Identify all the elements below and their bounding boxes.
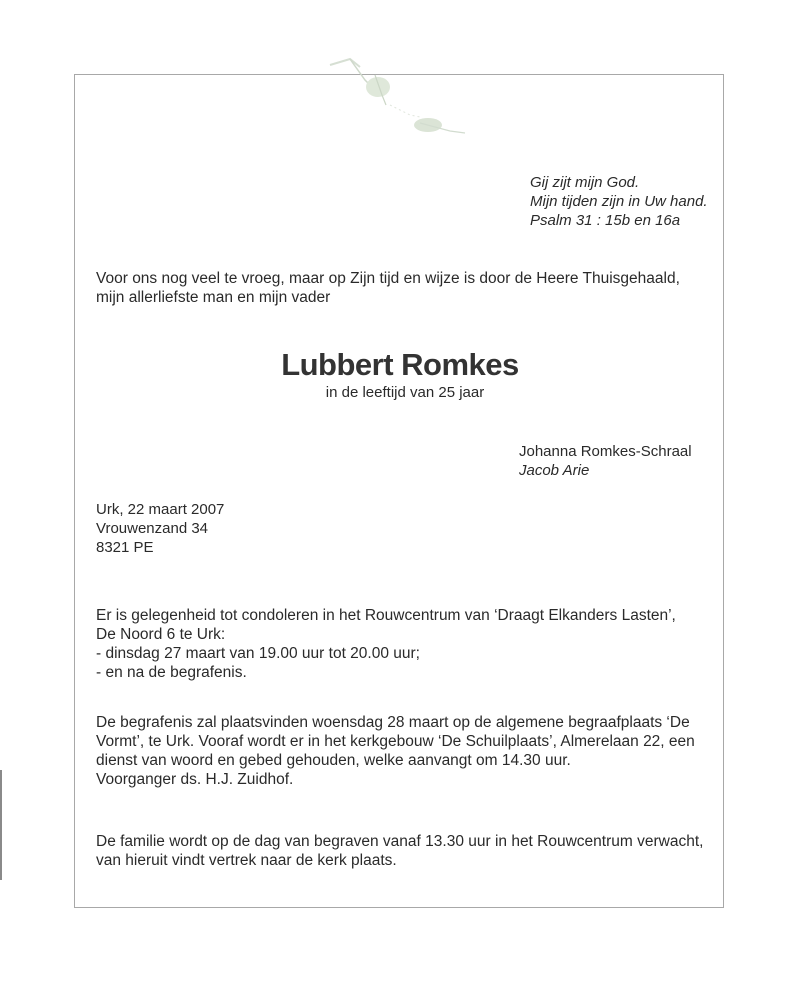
motto-line: Gij zijt mijn God. [530,174,640,191]
deceased-age: in de leeftijd van 25 jaar [325,384,485,401]
condolence-line: Er is gelegenheid tot condoleren in het Rouwcentrum van ‘Draagt Elkanders Lasten’, [96,607,676,624]
scan-edge [0,770,2,880]
spouse-name: Johanna Romkes-Schraal [519,443,692,460]
funeral-line: Voorganger ds. H.J. Zuidhof. [96,771,294,788]
motto-line: Psalm 31 : 15b en 16a [530,212,681,229]
bible-verse-motto [530,173,708,230]
floral-ornament-icon [320,45,480,135]
address-line: 8321 PE [96,539,154,556]
funeral-paragraph [96,713,695,789]
address-line: Vrouwenzand 34 [96,520,209,537]
condolence-line: De Noord 6 te Urk: [96,626,226,643]
motto-line: Mijn tijden zijn in Uw hand. [530,193,708,210]
intro-paragraph [96,269,680,307]
family-members [519,442,692,480]
family-note-paragraph [96,832,703,870]
address-line: Urk, 22 maart 2007 [96,501,225,518]
deceased-name: Lubbert Romkes [281,347,519,382]
intro-line: mijn allerliefste man en mijn vader [96,289,331,306]
condolence-line: - dinsdag 27 maart van 19.00 uur tot 20.00 uur; [96,645,420,662]
intro-line: Voor ons nog veel te vroeg, maar op Zijn tijd en wijze is door de Heere Thuisgehaald, [96,270,680,287]
condolence-paragraph [96,606,676,682]
child-name: Jacob Arie [519,462,590,479]
address-block [96,500,224,557]
funeral-line: dienst van woord en gebed gehouden, welke aanvangt om 14.30 uur. [96,752,571,769]
family-note-line: van hieruit vindt vertrek naar de kerk plaats. [96,852,397,869]
condolence-line: - en na de begrafenis. [96,664,247,681]
funeral-line: De begrafenis zal plaatsvinden woensdag 28 maart op de algemene begraafplaats ‘De [96,714,690,731]
family-note-line: De familie wordt op de dag van begraven vanaf 13.30 uur in het Rouwcentrum verwacht, [96,833,704,850]
funeral-line: Vormt’, te Urk. Vooraf wordt er in het kerkgebouw ‘De Schuilplaats’, Almerelaan 22, een [96,733,695,750]
